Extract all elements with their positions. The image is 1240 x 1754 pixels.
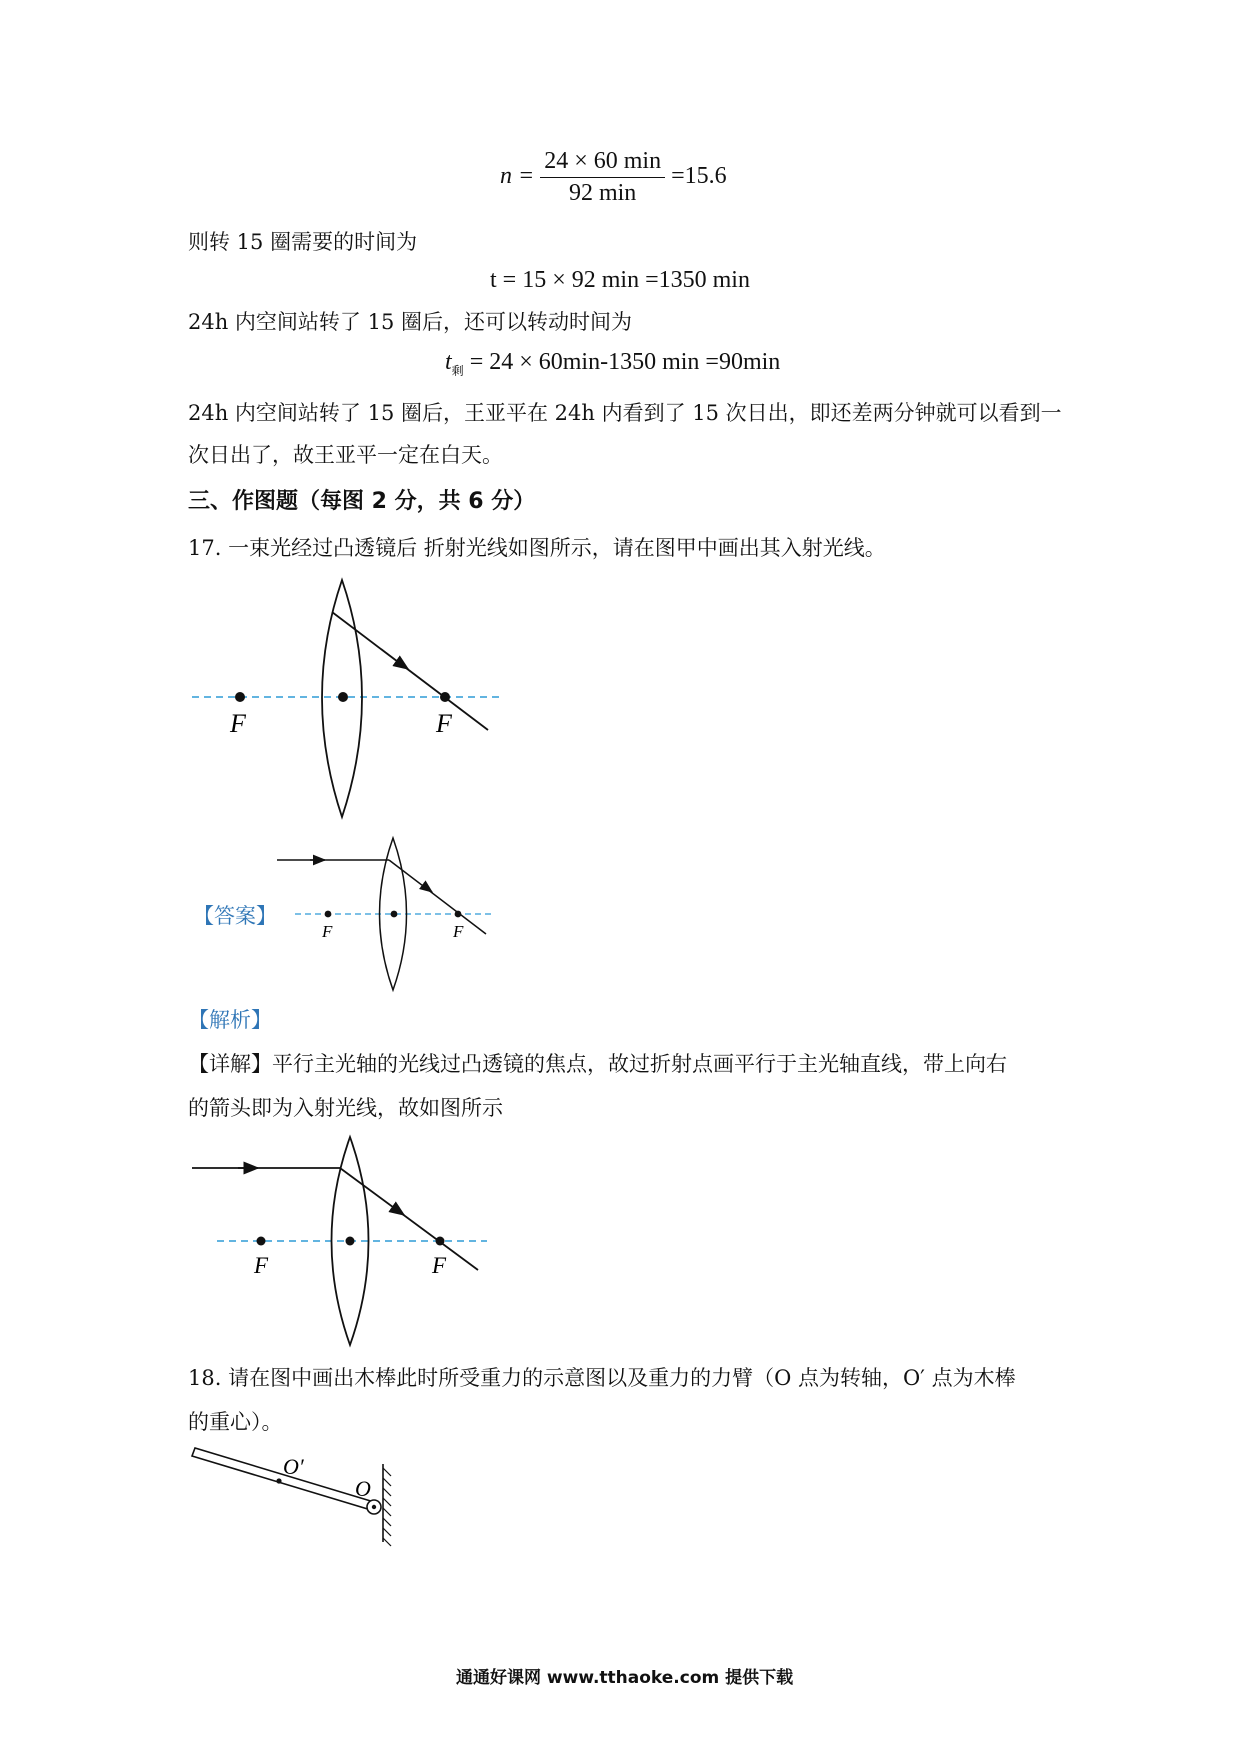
refracted-ray-detail	[340, 1168, 478, 1270]
question-18-line-a: 18. 请在图中画出木棒此时所受重力的示意图以及重力的力臂（O 点为转轴，O′ 点为木棒	[188, 1366, 1016, 1390]
optical-center-detail	[346, 1237, 355, 1246]
answer-tag: 【答案】	[193, 904, 277, 928]
focus-point-right	[440, 692, 450, 702]
focus-label-left-small: F	[322, 922, 333, 941]
refracted-arrow-small	[424, 886, 432, 892]
focus-point-left	[235, 692, 245, 702]
detail-line-a: 【详解】平行主光轴的光线过凸透镜的焦点，故过折射点画平行于主光轴直线，带上向右	[188, 1052, 1007, 1076]
section-heading: 三、作图题（每图 2 分，共 6 分）	[188, 489, 536, 514]
refracted-arrow-detail	[394, 1208, 404, 1215]
eq1-numerator: 24 × 60 min	[540, 148, 665, 178]
question-17: 17. 一束光经过凸透镜后 折射光线如图所示，请在图甲中画出其入射光线。	[188, 536, 886, 560]
refracted-ray-small	[389, 860, 486, 934]
eq3-sub: 剩	[451, 364, 464, 378]
focus-label-right-small: F	[453, 922, 464, 941]
center-of-gravity	[276, 1478, 281, 1483]
focus-label-right: F	[436, 709, 452, 738]
pivot-label: O	[355, 1476, 371, 1501]
footer-source: 通通好课网 www.tthaoke.com 提供下载	[456, 1668, 794, 1688]
focus-point-right-small	[455, 911, 462, 918]
focus-label-right-detail: F	[432, 1253, 447, 1278]
figure-q17-detail	[192, 1137, 487, 1345]
refracted-ray	[332, 612, 488, 730]
eq1-rhs: =15.6	[671, 163, 727, 190]
paragraph-line3b: 次日出了，故王亚平一定在白天。	[188, 443, 503, 467]
focus-label-left-detail: F	[254, 1253, 269, 1278]
paragraph-line2: 24h 内空间站转了 15 圈后，还可以转动时间为	[188, 310, 632, 334]
figure-q18-stick	[192, 1448, 391, 1546]
paragraph-line1: 则转 15 圈需要的时间为	[188, 230, 418, 254]
eq3-var: t	[445, 349, 452, 375]
focus-label-left: F	[230, 709, 246, 738]
figure-q17-answer	[277, 838, 495, 990]
focus-point-left-detail	[257, 1237, 266, 1246]
analysis-tag: 【解析】	[188, 1008, 272, 1032]
eq1-denominator: 92 min	[568, 180, 637, 206]
focus-point-right-detail	[436, 1237, 445, 1246]
paragraph-line3a: 24h 内空间站转了 15 圈后，王亚平在 24h 内看到了 15 次日出，即还差两分钟就可以看到一	[188, 401, 1062, 425]
figure-q17-problem	[192, 580, 500, 817]
wall-hatching	[383, 1468, 391, 1546]
cog-label: O′	[283, 1454, 304, 1479]
question-18-line-b: 的重心）。	[188, 1410, 283, 1434]
equation-time: t = 15 × 92 min =1350 min	[490, 267, 750, 293]
eq3-rhs: = 24 × 60min-1350 min =90min	[469, 349, 781, 375]
optical-center-small	[391, 911, 398, 918]
pivot-center	[372, 1505, 376, 1509]
detail-line-b: 的箭头即为入射光线，故如图所示	[188, 1096, 503, 1120]
eq1-lhs: n =	[500, 163, 535, 190]
focus-point-left-small	[325, 911, 332, 918]
ray-arrow	[398, 662, 408, 669]
optical-center	[338, 692, 348, 702]
